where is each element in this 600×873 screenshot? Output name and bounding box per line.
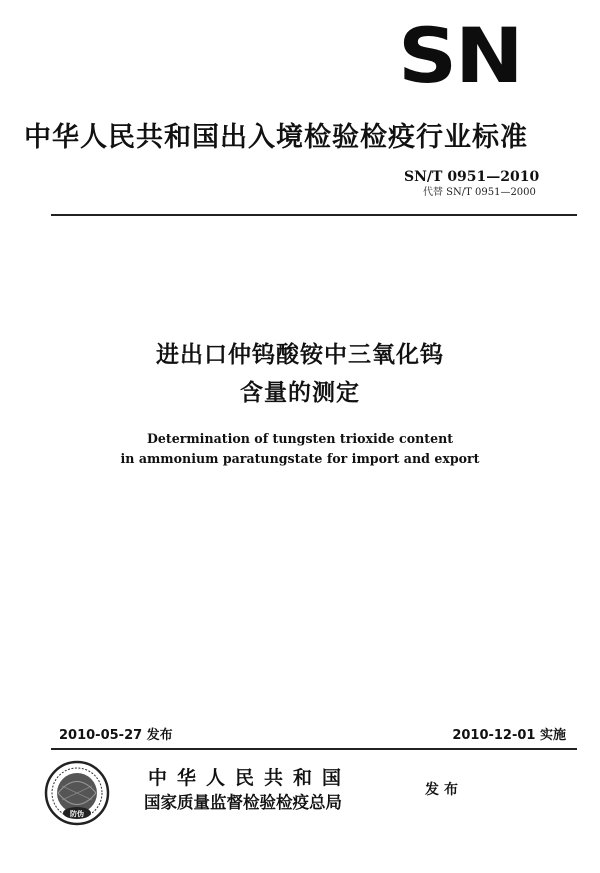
issuer-country: 中华人民共和国 — [148, 767, 352, 789]
sn-logo: SN — [398, 11, 522, 100]
replaces-standard: 代替 SN/T 0951—2000 — [423, 187, 536, 198]
standard-category-title: 中华人民共和国出入境检验检疫行业标准 — [24, 122, 528, 153]
standard-number: SN/T 0951—2010 — [404, 169, 540, 185]
issue-date: 2010-05-27 发布 — [59, 728, 173, 743]
issuer-agency: 国家质量监督检验检疫总局 — [144, 793, 342, 812]
seal-text: 防伪 — [70, 810, 84, 818]
chinese-title-line-1: 进出口仲钨酸铵中三氧化钨 — [156, 342, 444, 368]
english-title-line-1: Determination of tungsten trioxide content — [146, 431, 454, 446]
chinese-title-line-2: 含量的测定 — [240, 380, 360, 406]
implementation-date: 2010-12-01 实施 — [452, 728, 566, 743]
header-divider — [51, 214, 577, 216]
anti-counterfeit-seal-icon — [44, 760, 110, 826]
publish-label: 发布 — [425, 782, 463, 798]
english-title-line-2: in ammonium paratungstate for import and export — [120, 451, 480, 466]
footer-divider — [51, 748, 577, 750]
